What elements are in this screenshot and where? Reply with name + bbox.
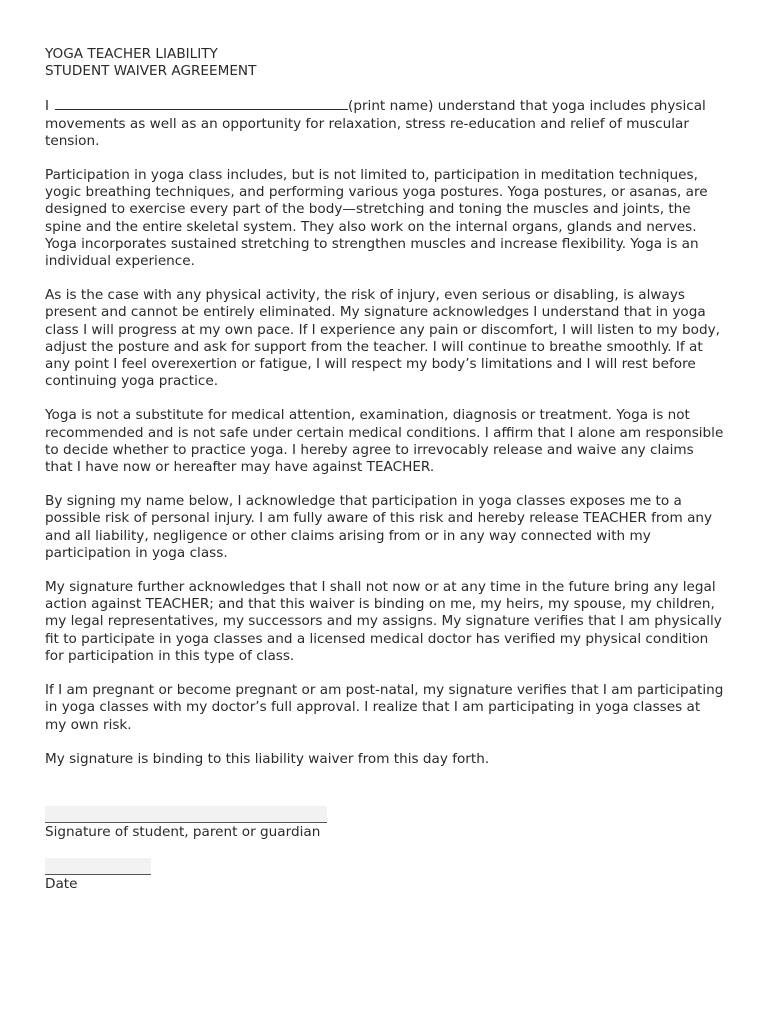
intro-paragraph <box>45 97 725 150</box>
print-name-field[interactable] <box>55 97 348 110</box>
paragraph-medical: Yoga is not a substitute for medical attention, examination, diagnosis or treatment. Yoga is not recommended and is not safe under certain medical conditions. I affirm that I alone am responsible to decide whether to practice yoga. I hereby agree to irrevocably release and waive any claims that I have now or hereafter may have against TEACHER. <box>45 407 724 476</box>
paragraph-release: By signing my name below, I acknowledge that participation in yoga classes exposes me to a possible risk of personal injury. I am fully aware of this risk and hereby release TEACHER from any and all liability, negligence or other claims arising from or in any way connected with my participation in yoga class. <box>45 493 713 561</box>
date-field[interactable] <box>45 858 151 875</box>
paragraph-risk: As is the case with any physical activity, the risk of injury, even serious or disabling, is always present and cannot be entirely eliminated. My signature acknowledges I understand that in yoga class I will progress at my own pace. If I experience any pain or discomfort, I will listen to my body, adjust the posture and ask for support from the teacher. I will continue to breathe smoothly. If at any point I feel overexertion or fatigue, I will respect my body’s limitations and I will rest before continuing yoga practice. <box>45 287 720 390</box>
paragraph-participation: Participation in yoga class includes, but is not limited to, participation in meditation techniques, yogic breathing techniques, and performing various yoga postures. Yoga postures, or asanas, are designed to exercise every part of the body—stretching and toning the muscles and joints, the spine and the entire skeletal system. They also work on the internal organs, glands and nerves. Yoga incorporates sustained stretching to strengthen muscles and increase flexibility. Yoga is an individual experience. <box>45 167 708 270</box>
signature-section <box>45 806 345 841</box>
title-line-1: YOGA TEACHER LIABILITY <box>45 46 218 62</box>
paragraph-pregnancy: If I am pregnant or become pregnant or am post-natal, my signature verifies that I am participating in yoga classes with my doctor’s full approval. I realize that I am participating in yoga classes at my own risk. <box>45 682 724 733</box>
waiver-document <box>45 46 725 785</box>
intro-prefix: I <box>45 98 50 115</box>
signature-field[interactable] <box>45 806 327 823</box>
document-title <box>45 46 725 80</box>
date-section <box>45 858 195 893</box>
signature-label: Signature of student, parent or guardian <box>45 824 321 840</box>
intro-suffix: (print name) understand that yoga includes physical movements as well as an opportunity for relaxation, stress re-education and relief of muscular tension. <box>45 98 706 149</box>
paragraph-legal-action: My signature further acknowledges that I shall not now or at any time in the future bring any legal action against TEACHER; and that this waiver is binding on me, my heirs, my spouse, my children, my legal representatives, my successors and my assigns. My signature verifies that I am physically fit to participate in yoga classes and a licensed medical doctor has verified my physical condition for participation in this type of class. <box>45 579 722 664</box>
date-label: Date <box>45 876 78 892</box>
paragraph-binding: My signature is binding to this liability waiver from this day forth. <box>45 750 490 767</box>
title-line-2: STUDENT WAIVER AGREEMENT <box>45 63 257 80</box>
